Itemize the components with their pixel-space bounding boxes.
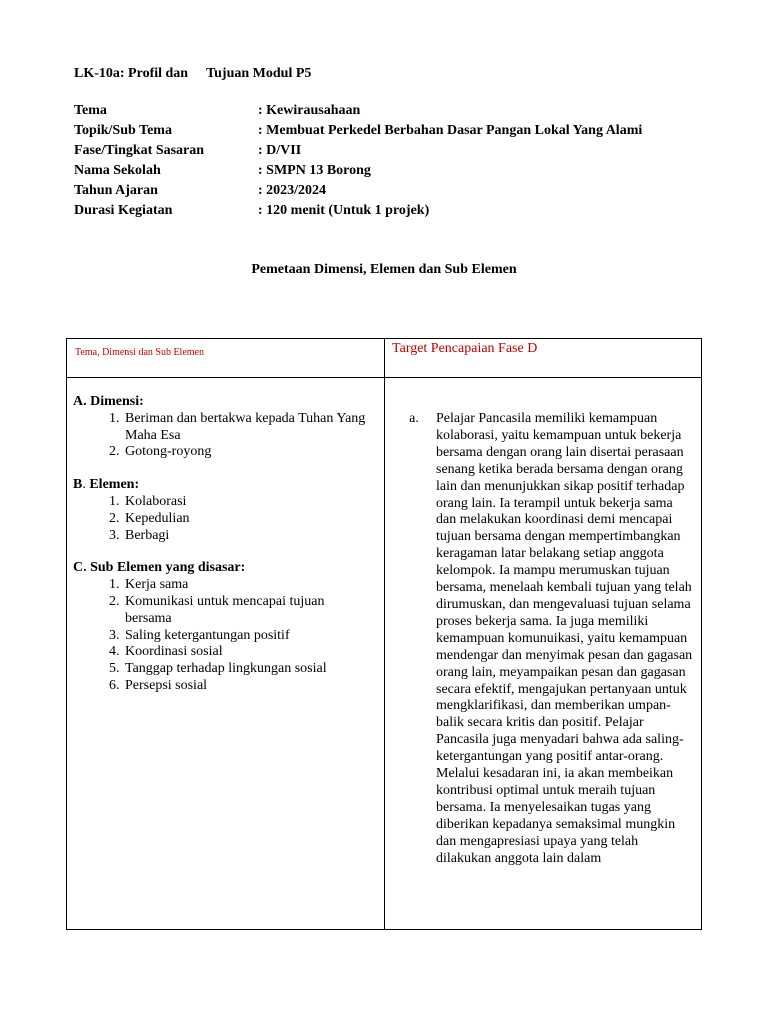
header-left: Tema, Dimensi dan Sub Elemen: [75, 347, 204, 358]
list-item: 2. Kepedulian: [123, 511, 373, 528]
list-item: 2. Komunikasi untuk mencapai tujuan bersama: [123, 594, 373, 628]
info-row-topik: [74, 121, 642, 141]
list-item: 5. Tanggap terhadap lingkungan sosial: [123, 661, 373, 678]
list-item: 3. Berbagi: [123, 528, 373, 545]
info-key: Fase/Tingkat Sasaran: [74, 143, 205, 158]
sub-elemen-heading: C. Sub Elemen yang disasar:: [73, 560, 246, 576]
info-key: Nama Sekolah: [74, 163, 161, 178]
elemen-heading-letter: B: [73, 477, 83, 493]
info-value: : SMPN 13 Borong: [258, 163, 371, 178]
right-column: [392, 411, 698, 867]
header-right: Target Pencapaian Fase D: [392, 341, 538, 356]
target-item: [392, 411, 698, 867]
section-title: Pemetaan Dimensi, Elemen dan Sub Elemen: [251, 262, 517, 277]
info-row-tahun: [74, 181, 642, 201]
dimensi-list: [73, 411, 373, 461]
title-part-1: LK-10a: Profil dan: [74, 66, 189, 81]
info-value: : D/VII: [258, 143, 302, 158]
list-item: 6. Persepsi sosial: [123, 678, 373, 695]
info-value: : 120 menit (Untuk 1 projek): [258, 203, 430, 218]
document-title: [74, 66, 311, 82]
list-item: 1. Kerja sama: [123, 577, 373, 594]
elemen-list: [73, 494, 373, 544]
sub-elemen-list: [73, 577, 373, 695]
header-divider: [67, 377, 701, 378]
info-key: Tema: [74, 103, 107, 118]
target-text: Pelajar Pancasila memiliki kemampuan kolaborasi, yaitu kemampuan untuk bekerja bersama dengan orang lain disertai perasaan senang ketika berada bersama dengan orang lain dan menunjukkan sikap positif terhadap orang lain. Ia terampil untuk bekerja sama dan melakukan koordinasi demi mencapai tujuan bersama dengan mempertimbangkan keragaman latar belakang setiap anggota kelompok. Ia mampu merumuskan tujuan bersama, menelaah kembali tujuan yang telah dirumuskan, dan mengevaluasi tujuan selama proses bekerja sama. Ia juga memiliki kemampuan komunuikasi, yaitu kemampuan mendengar dan menyimak pesan dan gagasan orang lain, meyampaikan pesan dan gagasan secara efektif, mengajukan pertanyaan untuk mengklarifikasi, dan memberikan umpan-balik secara kritis dan positif. Pelajar Pancasila juga menyadari bahwa ada saling- ketergantungan yang positif antar-orang. Melalui kesadaran ini, ia akan membeikan kontribusi optimal untuk meraih tujuan bersama. Ia menyelesaikan tugas yang diberikan kepadanya semaksimal mungkin dan mengapresiasi upaya yang telah dilakukan anggota lain dalam: [436, 411, 693, 866]
mapping-table: [66, 338, 702, 930]
info-row-durasi: [74, 201, 642, 221]
title-part-2: Tujuan Modul P5: [206, 66, 312, 81]
info-key: Tahun Ajaran: [74, 183, 158, 198]
info-key: Durasi Kegiatan: [74, 203, 173, 218]
elemen-heading-rest: Elemen:: [85, 477, 140, 493]
list-item: 1. Beriman dan bertakwa kepada Tuhan Yang Maha Esa: [123, 411, 373, 445]
info-value: : Membuat Perkedel Berbahan Dasar Pangan Lokal Yang Alami: [258, 123, 643, 138]
dimensi-heading: A. Dimensi:: [73, 394, 144, 409]
info-value: : 2023/2024: [258, 183, 327, 198]
left-column: [73, 394, 373, 711]
target-marker: a.: [409, 411, 419, 426]
info-row-tema: [74, 101, 642, 121]
list-item: 3. Saling ketergantungan positif: [123, 628, 373, 645]
info-row-sekolah: [74, 161, 642, 181]
info-block: [74, 101, 642, 221]
list-item: 2. Gotong-royong: [123, 444, 373, 461]
list-item: 4. Koordinasi sosial: [123, 644, 373, 661]
elemen-heading: [73, 477, 373, 494]
elemen-heading-dot: .: [82, 477, 86, 493]
info-key: Topik/Sub Tema: [74, 123, 172, 138]
column-divider: [384, 339, 385, 929]
info-row-fase: [74, 141, 642, 161]
list-item: 1. Kolaborasi: [123, 494, 373, 511]
info-value: : Kewirausahaan: [258, 103, 361, 118]
